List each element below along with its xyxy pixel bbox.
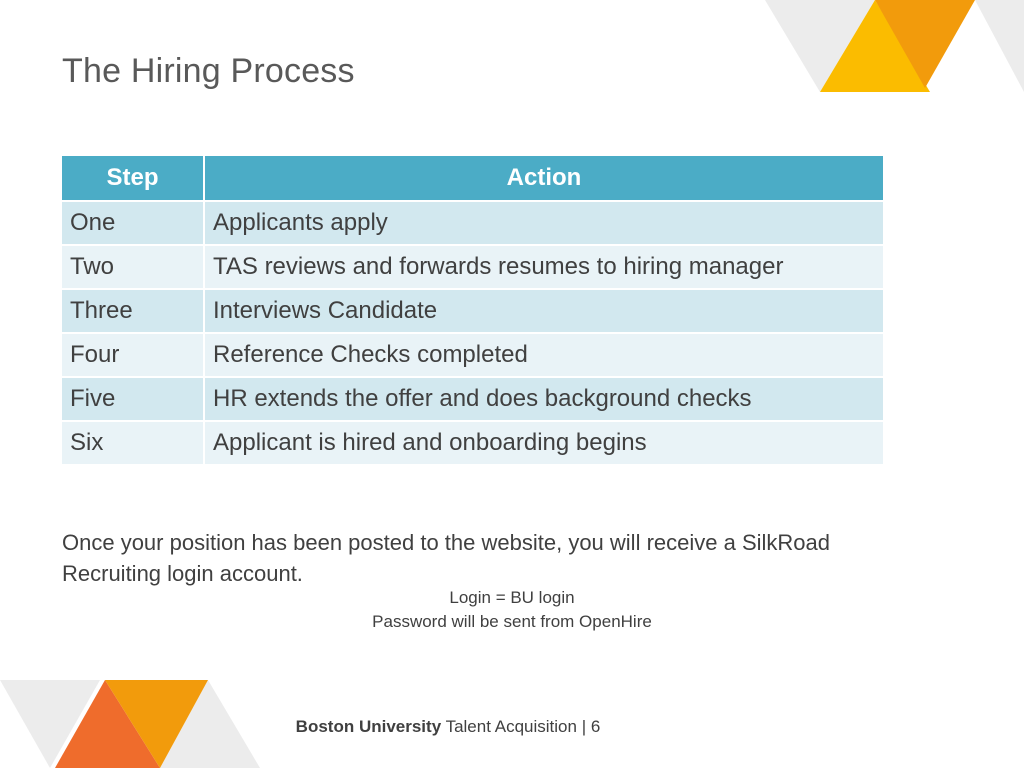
slide-footer xyxy=(0,717,896,737)
header-step: Step xyxy=(62,156,205,200)
table-header-row xyxy=(62,156,883,200)
gray-triangle-right xyxy=(975,0,1024,92)
action-cell: Applicant is hired and onboarding begins xyxy=(205,422,883,464)
hiring-process-table xyxy=(62,154,883,466)
table-row xyxy=(62,378,883,420)
table-row xyxy=(62,334,883,376)
page-number: 6 xyxy=(590,717,601,736)
step-cell: Four xyxy=(62,334,205,376)
step-cell: Two xyxy=(62,246,205,288)
action-cell: TAS reviews and forwards resumes to hiring manager xyxy=(205,246,883,288)
password-line: Password will be sent from OpenHire xyxy=(372,612,652,631)
table-row xyxy=(62,290,883,332)
footer-dept: Talent Acquisition xyxy=(445,717,577,736)
table-row xyxy=(62,202,883,244)
step-cell: Three xyxy=(62,290,205,332)
step-cell: One xyxy=(62,202,205,244)
slide-title: The Hiring Process xyxy=(62,52,355,90)
table-row xyxy=(62,422,883,464)
login-line: Login = BU login xyxy=(449,588,575,607)
table-row xyxy=(62,246,883,288)
footer-separator: | xyxy=(581,717,587,736)
action-cell: HR extends the offer and does background checks xyxy=(205,378,883,420)
header-action: Action xyxy=(205,156,883,200)
step-cell: Five xyxy=(62,378,205,420)
action-cell: Interviews Candidate xyxy=(205,290,883,332)
action-cell: Applicants apply xyxy=(205,202,883,244)
action-cell: Reference Checks completed xyxy=(205,334,883,376)
login-note: Once your position has been posted to the website, you will receive a SilkRoad Recruiting login account. xyxy=(62,530,830,586)
top-right-decoration xyxy=(760,0,1024,92)
step-cell: Six xyxy=(62,422,205,464)
footer-org: Boston University xyxy=(295,717,442,736)
